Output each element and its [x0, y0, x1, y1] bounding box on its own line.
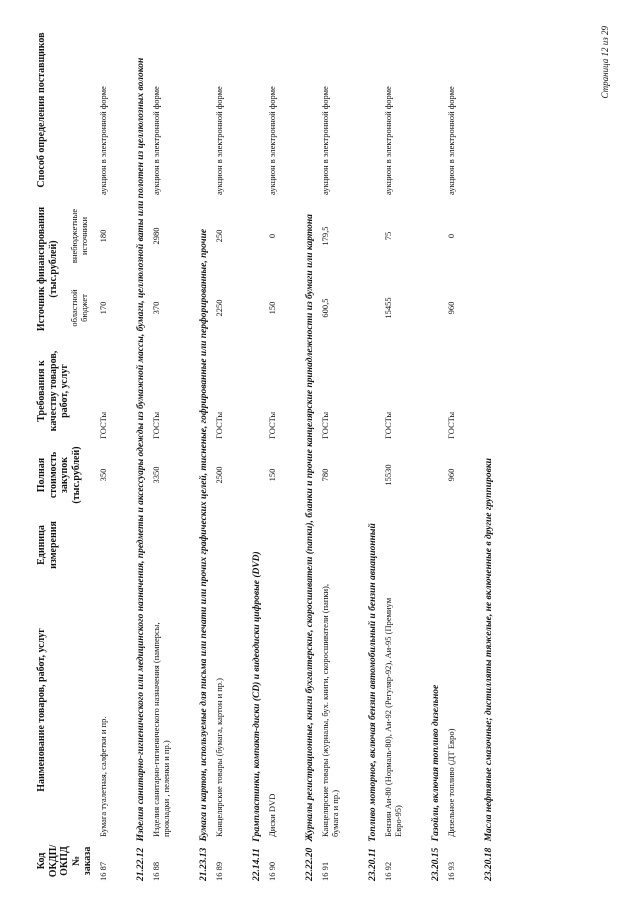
item-total: 2500 — [213, 466, 224, 484]
section-title: Газойли, включая топливо дизельное — [430, 684, 441, 842]
item-name: Канцелярские товары (журналы, бух. книги, скоросшиватели (папки), бумага и пр.) — [319, 583, 340, 837]
section-code: 22.22.20 — [304, 847, 315, 881]
item-requirements: ГОСТы — [382, 411, 393, 439]
section-code: 21.23.13 — [198, 847, 209, 881]
item-unit — [267, 509, 301, 581]
item-total: 960 — [445, 468, 456, 482]
item-code: 16 87 — [97, 861, 108, 881]
section-row — [195, 23, 214, 883]
section-row — [480, 23, 499, 883]
table-row — [320, 23, 364, 883]
item-name: Бензин Аи-80 (Нормаль-80), Аи-92 (Регуляр-92), Аи-95 (Премиум Евро-95) — [382, 597, 403, 837]
item-code: 16 92 — [382, 861, 393, 881]
item-requirements: ГОСТы — [266, 411, 277, 439]
item-unit — [446, 509, 480, 581]
item-code: 16 93 — [445, 861, 456, 881]
item-extra-budget: 250 — [213, 229, 224, 243]
header-name: Наименование товаров, работ, услуг — [36, 628, 47, 792]
section-code: 23.20.15 — [430, 847, 441, 881]
item-name: Бумага туалетная, салфетки и пр. — [97, 716, 108, 837]
section-title: Масла нефтяные смазочные; дистилляты тяжелые, не включенные в другие группировки — [483, 458, 494, 842]
item-requirements: ГОСТы — [150, 411, 161, 439]
item-method: аукцион в электронной форме — [319, 86, 330, 195]
item-requirements: ГОСТы — [445, 411, 456, 439]
item-name: Канцелярские товары (бумага, картон и пр.) — [213, 677, 224, 837]
section-code: 22.14.11 — [251, 848, 262, 881]
table-row — [383, 23, 427, 883]
item-method: аукцион в электронной форме — [213, 86, 224, 195]
item-method: аукцион в электронной форме — [266, 86, 277, 195]
item-name: Дизельное топливо (ДТ Евро) — [445, 728, 456, 837]
section-row — [427, 23, 446, 883]
item-regional-budget: 370 — [150, 301, 161, 315]
table-row — [151, 23, 195, 883]
item-unit — [214, 509, 248, 581]
item-method: аукцион в электронной форме — [150, 86, 161, 195]
item-method: аукцион в электронной форме — [97, 86, 108, 195]
item-code: 16 90 — [266, 861, 277, 881]
table-header-row — [36, 23, 69, 883]
section-code: 23.20.18 — [483, 847, 494, 881]
section-title: Грампластинки, компакт-диски (CD) и видеодиски цифровые (DVD) — [251, 551, 262, 842]
item-requirements: ГОСТы — [213, 411, 224, 439]
item-regional-budget: 150 — [266, 301, 277, 315]
item-name: Изделия санитарно-гигиенического назначения (памперсы, прокладки , пеленки и пр.) — [150, 622, 171, 837]
section-row — [248, 23, 267, 883]
item-unit — [151, 509, 195, 581]
section-title: Изделия санитарно-гигиенического или медицинского назначения, предметы и аксессуары одежды из бумажной массы, бумаги, целлюлозной ваты или полотен из целлюлозных волокон — [135, 57, 146, 842]
item-total: 150 — [266, 468, 277, 482]
header-unit: Единица измерения — [36, 521, 59, 569]
header-source: Источник финансирования (тыс.рублей) — [36, 206, 59, 332]
table-row — [98, 23, 132, 883]
item-unit — [98, 509, 132, 581]
item-regional-budget: 170 — [97, 301, 108, 315]
table-row — [267, 23, 301, 883]
item-method: аукцион в электронной форме — [382, 86, 393, 195]
item-total: 3350 — [150, 466, 161, 484]
section-title: Журналы регистрационные, книги бухгалтерские, скоросшиватели (папки), бланки и прочие канцелярские принадлежности из бумаги или картона — [304, 214, 315, 842]
table-body — [98, 23, 499, 883]
item-name: Диски DVD — [266, 793, 277, 837]
item-requirements: ГОСТы — [97, 411, 108, 439]
item-unit — [320, 509, 364, 581]
section-title: Топливо моторное, включая бензин автомобильный и бензин авиационный — [367, 523, 378, 842]
procurement-table — [36, 23, 499, 883]
item-extra-budget: 179,5 — [319, 226, 330, 246]
item-total: 15530 — [382, 464, 393, 486]
item-extra-budget: 75 — [382, 231, 393, 241]
item-method: аукцион в электронной форме — [445, 86, 456, 195]
header-total: Полная стоимость закупок (тыс.рублей) — [36, 446, 82, 504]
item-code: 16 89 — [213, 861, 224, 881]
item-total: 780 — [319, 468, 330, 482]
item-extra-budget: 2980 — [150, 227, 161, 245]
header-extra-budget: внебюджетные источники — [68, 208, 89, 264]
section-code: 23.20.11 — [367, 848, 378, 881]
item-regional-budget: 15455 — [382, 297, 393, 319]
header-requirements: Требования к качеству товаров, работ, услуг — [36, 350, 70, 432]
section-row — [301, 23, 320, 883]
section-title: Бумага и картон, используемые для письма или печати или прочих графических целей, тисненые, гофрированные или перфорированные, прочие — [198, 228, 209, 842]
item-unit — [383, 509, 427, 581]
item-requirements: ГОСТы — [319, 411, 330, 439]
table-row — [446, 23, 480, 883]
section-row — [132, 23, 151, 883]
item-code: 16 91 — [319, 861, 330, 881]
page-footer: Страница 12 из 29 — [600, 26, 610, 99]
header-regional-budget: областной бюджет — [68, 289, 89, 327]
item-code: 16 88 — [150, 861, 161, 881]
header-code: Код ОКДП/ ОКПД № заказа — [36, 844, 93, 878]
item-extra-budget: 0 — [266, 233, 277, 239]
item-extra-budget: 180 — [97, 229, 108, 243]
table-row — [214, 23, 248, 883]
section-code: 21.22.12 — [135, 847, 146, 881]
item-regional-budget: 600,5 — [319, 298, 330, 318]
header-method: Способ определения поставщиков — [36, 32, 47, 188]
procurement-table-page — [36, 23, 499, 883]
section-row — [364, 23, 383, 883]
item-extra-budget: 0 — [445, 233, 456, 239]
item-regional-budget: 960 — [445, 301, 456, 315]
item-total: 350 — [97, 468, 108, 482]
item-regional-budget: 2250 — [213, 299, 224, 317]
